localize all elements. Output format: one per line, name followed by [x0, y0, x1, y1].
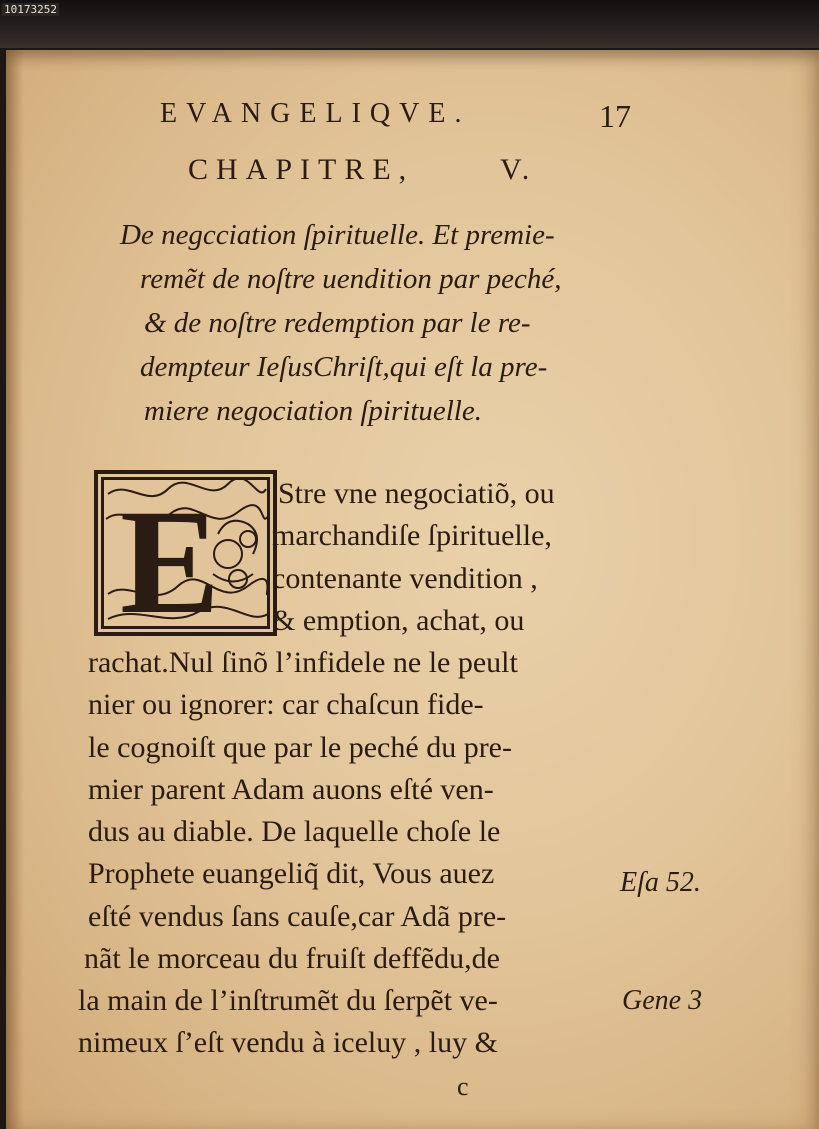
- drop-cap-letter: E: [120, 479, 221, 632]
- body-line: dus au diable. De laquelle choſe le: [88, 815, 501, 848]
- margin-note-genesis: Gene 3: [622, 985, 703, 1016]
- body-line: contenante vendition ,: [272, 562, 538, 595]
- body-line: eſté vendus ſans cauſe,car Adã pre-: [88, 900, 507, 933]
- summary-line: miere negociation ſpirituelle.: [144, 395, 482, 427]
- chapter-label: CHAPITRE,: [188, 153, 415, 186]
- body-line: nimeux ſ’eſt vendu à iceluy , luy &: [78, 1026, 498, 1059]
- body-line: la main de l’inſtrumẽt du ſerpẽt ve-: [78, 984, 498, 1017]
- decorated-initial: [94, 470, 277, 636]
- body-line: rachat.Nul ſinõ l’infidele ne le peult: [88, 646, 518, 679]
- summary-line: dempteur IeſusChriſt,qui eſt la pre-: [140, 351, 548, 383]
- scan-id-label: 10173252: [4, 3, 57, 16]
- margin-note-isaiah: Eſa 52.: [620, 867, 701, 898]
- body-line: Stre vne negociatiõ, ou: [278, 477, 555, 510]
- running-head: EVANGELIQVE.: [160, 98, 471, 129]
- ornament-foliage-icon: [98, 474, 273, 632]
- body-line: Prophete euangeliq̃ dit, Vous auez: [88, 857, 495, 890]
- chapter-number: V.: [500, 153, 534, 186]
- body-line: marchandiſe ſpirituelle,: [272, 519, 552, 552]
- body-line: nãt le morceau du fruiſt deffẽdu,de: [84, 942, 500, 975]
- body-line: mier parent Adam auons eſté ven-: [88, 773, 494, 806]
- chapter-summary: [120, 213, 660, 433]
- summary-line: & de noſtre redemption par le re-: [144, 307, 531, 339]
- book-page: [6, 50, 819, 1129]
- body-line: nier ou ignorer: car chaſcun fide-: [88, 688, 484, 721]
- scanner-bed-edge: [0, 0, 819, 48]
- signature-mark: c: [457, 1072, 469, 1101]
- summary-line: remẽt de noſtre uendition par peché,: [140, 263, 562, 295]
- page-number: 17: [599, 98, 631, 134]
- summary-line: De negcciation ſpirituelle. Et premie-: [120, 219, 555, 251]
- body-line: le cognoiſt que par le peché du pre-: [88, 731, 512, 764]
- body-line: & emption, achat, ou: [272, 604, 525, 637]
